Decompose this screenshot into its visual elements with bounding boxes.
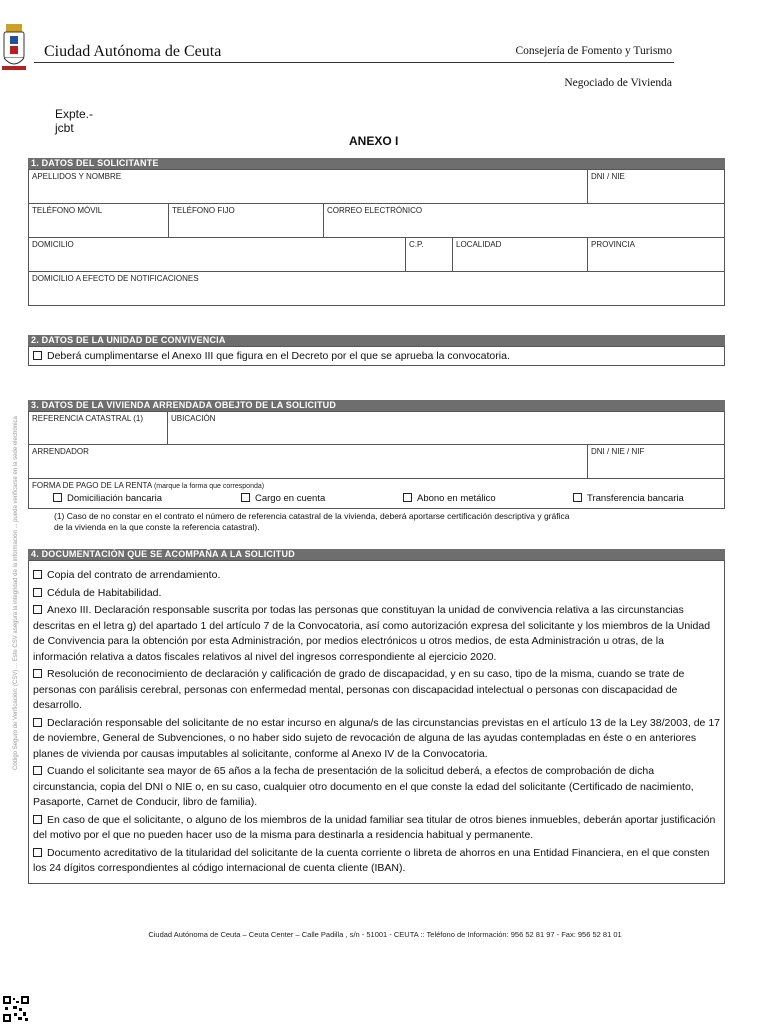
section-1-applicant — [28, 158, 725, 306]
option-domiciliacion[interactable] — [53, 493, 162, 504]
section-3-title: 3. DATOS DE LA VIVIENDA ARRENDADA OBEJTO DE LA SOLICITUD — [28, 400, 725, 411]
dni-nif-field[interactable] — [587, 445, 724, 478]
subdepartment-name: Negociado de Vivienda — [564, 77, 672, 89]
label-dni-nif: DNI / NIE / NIF — [591, 447, 645, 456]
expediente-code: jcbt — [55, 121, 74, 135]
doc-checkbox-4[interactable] — [33, 669, 42, 678]
label-ref-catastral: REFERENCIA CATASTRAL (1) — [32, 414, 143, 423]
anexo-iii-text: Deberá cumplimentarse el Anexo III que figura en el Decreto por el que se aprueba la convocatoria. — [47, 350, 510, 362]
page-title: ANEXO I — [349, 134, 399, 148]
expediente-label: Expte.- — [55, 107, 94, 121]
localidad-field[interactable] — [452, 238, 587, 271]
doc-checkbox-1[interactable] — [33, 570, 42, 579]
doc-item: Resolución de reconocimiento de declaración y calificación de grado de discapacidad, y en su caso, tipo de la misma, cuando se trate de personas con parálisis cerebral, personas con enfermedad mental, personas con discapacidad intelectual o personas con discapacidad de desarrollo. — [33, 668, 685, 711]
domiciliacion-checkbox[interactable] — [53, 493, 62, 502]
dni-field[interactable] — [587, 170, 724, 203]
row-payment-method — [28, 479, 725, 509]
label-domicilio-notificaciones: DOMICILIO A EFECTO DE NOTIFICACIONES — [32, 274, 199, 283]
abono-label: Abono en metálico — [417, 493, 496, 504]
doc-checkbox-5[interactable] — [33, 718, 42, 727]
ubicacion-field[interactable] — [167, 412, 724, 444]
doc-item: Cédula de Habitabilidad. — [29, 586, 724, 602]
label-telefono-fijo: TELÉFONO FIJO — [172, 206, 235, 215]
doc-item: En caso de que el solicitante, o alguno de los miembros de la unidad familiar sea titular de otros bienes inmuebles, deberán aportar justificación del motivo por el que no pueden hacer uso de la misma para destinarla a residencia habitual y permanente. — [33, 813, 716, 841]
doc-checkbox-6[interactable] — [33, 766, 42, 775]
cargo-checkbox[interactable] — [241, 493, 250, 502]
doc-item: Copia del contrato de arrendamiento. — [29, 568, 724, 584]
domiciliacion-label: Domiciliación bancaria — [67, 493, 163, 504]
provincia-field[interactable] — [587, 238, 724, 271]
row-cadastral — [28, 411, 725, 445]
row-notification-address[interactable] — [28, 272, 725, 306]
doc-checkbox-3[interactable] — [33, 605, 42, 614]
option-transferencia[interactable] — [573, 493, 684, 504]
doc-checkbox-7[interactable] — [33, 815, 42, 824]
cadastral-note-line2: de la vivienda en la que conste la referencia catastral). — [54, 522, 260, 532]
row-household-check — [28, 346, 725, 366]
page-footer: Ciudad Autónoma de Ceuta – Ceuta Center – Calle Padilla , s/n - 51001 - CEUTA :: Teléfono de Información: 956 52 81 97 - Fax: 956 52 81 01 — [148, 930, 622, 939]
cadastral-note-line1: (1) Caso de no constar en el contrato el número de referencia catastral de la vivienda, deberá aportarse certificación descriptiva y gráfica — [54, 511, 570, 521]
documentation-list — [28, 560, 725, 884]
doc-checkbox-8[interactable] — [33, 848, 42, 857]
telefono-fijo-field[interactable] — [168, 204, 323, 237]
row-address — [28, 238, 725, 272]
option-abono[interactable] — [403, 493, 496, 504]
label-arrendador: ARRENDADOR — [32, 447, 89, 456]
label-correo: CORREO ELECTRÓNICO — [327, 206, 423, 215]
section-4-title: 4. DOCUMENTACIÓN QUE SE ACOMPAÑA A LA SOLICITUD — [28, 549, 725, 560]
doc-checkbox-2[interactable] — [33, 588, 42, 597]
row-name — [28, 169, 725, 204]
label-dni: DNI / NIE — [591, 172, 625, 181]
coat-of-arms-logo — [0, 20, 28, 82]
department-name: Consejería de Fomento y Turismo — [515, 45, 672, 57]
section-4-documentation — [28, 549, 725, 884]
doc-item: Anexo III. Declaración responsable suscrita por todas las personas que constituyan la unidad de convivencia relativa a las circunstancias descritas en el letra g) del apartado 1 del artículo 7 de la Convocatoria, así como autorización expresa del solicitante y los miembros de la Unidad de Convivencia para la obtención por esta Administración, por medios electrónicos u otros medios, de esta Administración u otras, de la información relativa a datos fiscales relativos al nivel del ingresos correspondiente al ejercicio 2020. — [33, 604, 711, 663]
section-2-household — [28, 335, 725, 366]
cp-field[interactable] — [405, 238, 452, 271]
qr-code — [3, 996, 29, 1022]
city-name: Ciudad Autónoma de Ceuta — [44, 43, 222, 60]
label-telefono-movil: TELÉFONO MÓVIL — [32, 206, 103, 215]
row-contact — [28, 204, 725, 238]
label-domicilio: DOMICILIO — [32, 240, 74, 249]
label-ubicacion: UBICACIÓN — [171, 414, 216, 423]
transferencia-label: Transferencia bancaria — [587, 493, 684, 504]
label-forma-pago: FORMA DE PAGO DE LA RENTA (marque la forma que corresponda) — [32, 481, 265, 490]
section-1-title: 1. DATOS DEL SOLICITANTE — [28, 158, 725, 169]
label-cp: C.P. — [409, 240, 424, 249]
transferencia-checkbox[interactable] — [573, 493, 582, 502]
doc-item: Declaración responsable del solicitante de no estar incurso en alguna/s de las circunstancias previstas en el artículo 13 de la Ley 38/2003, de 17 de noviembre, General de Subvenciones, o no haber sido sujeto de revocación de alguna de las ayudas contempladas en éste o en anteriores planes de vivienda por causas imputables al solicitante, conforme al Anexo IV de la Convocatoria. — [33, 716, 720, 760]
correo-field[interactable] — [323, 204, 724, 237]
label-apellidos: APELLIDOS Y NOMBRE — [32, 172, 122, 181]
cargo-label: Cargo en cuenta — [255, 493, 326, 504]
doc-item: Documento acreditativo de la titularidad del solicitante de la cuenta corriente o libreta de ahorros en una Entidad Financiera, en el que consten los 24 dígitos correspondientes al código internacional de cuenta cliente (IBAN). — [33, 846, 710, 874]
row-landlord — [28, 445, 725, 479]
section-3-dwelling — [28, 400, 725, 533]
header-rule — [34, 62, 674, 63]
abono-checkbox[interactable] — [403, 493, 412, 502]
row-cadastral-note — [28, 509, 725, 533]
doc-item: Cuando el solicitante sea mayor de 65 años a la fecha de presentación de la solicitud deberá, a efectos de comprobación de dicha circunstancia, copia del DNI o NIE o, en su caso, cualquier otro documento en el que conste la edad del solicitante (Certificado de nacimiento, Pasaporte, Carnet de Conducir, libro de familia). — [33, 765, 694, 808]
label-localidad: LOCALIDAD — [456, 240, 502, 249]
option-cargo[interactable] — [241, 493, 325, 504]
anexo-iii-checkbox[interactable] — [33, 351, 42, 360]
section-2-title: 2. DATOS DE LA UNIDAD DE CONVIVENCIA — [28, 335, 725, 346]
label-provincia: PROVINCIA — [591, 240, 636, 249]
side-verification-text: Código Seguro de Verificación: (CSV) ... Este CSV asegura la integridad de la información ... puede verificarse en la sede electrónica — [13, 416, 19, 770]
